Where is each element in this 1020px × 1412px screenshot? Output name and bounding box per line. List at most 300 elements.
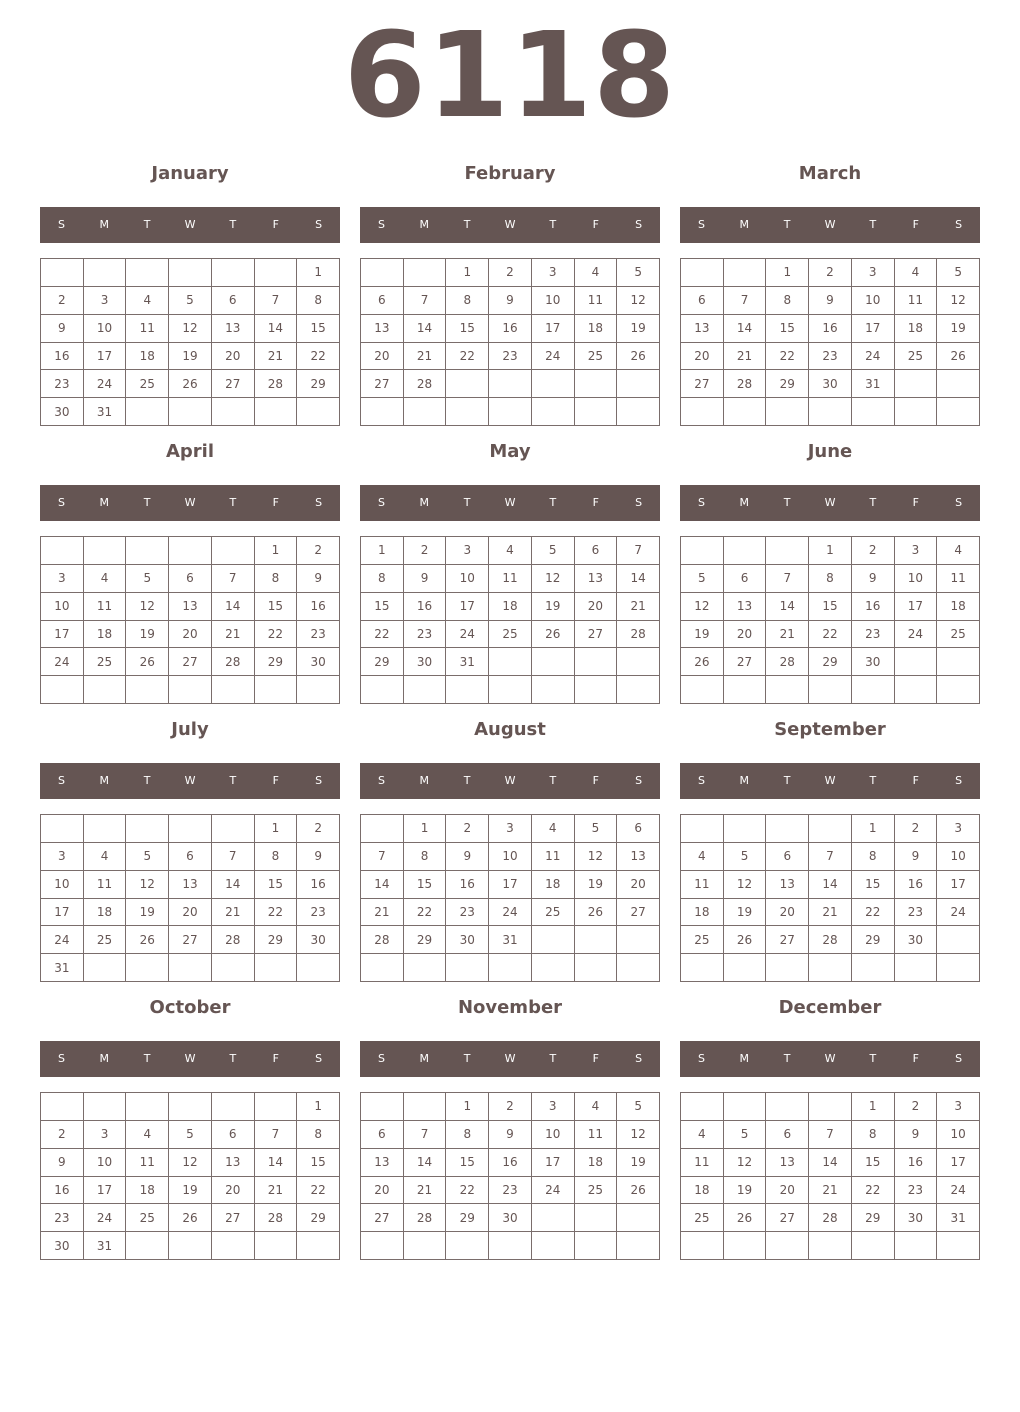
day-cell[interactable]: 27	[169, 926, 212, 954]
day-cell[interactable]: 16	[41, 343, 84, 371]
day-cell[interactable]: 11	[126, 1149, 169, 1177]
day-cell[interactable]: 2	[489, 1093, 532, 1121]
day-cell[interactable]: 18	[84, 899, 127, 927]
day-cell[interactable]: 13	[575, 565, 618, 593]
day-cell[interactable]: 3	[446, 537, 489, 565]
day-cell[interactable]: 15	[809, 593, 852, 621]
day-cell[interactable]: 8	[809, 565, 852, 593]
day-cell[interactable]: 27	[212, 1204, 255, 1232]
day-cell[interactable]: 30	[41, 1232, 84, 1260]
day-cell[interactable]: 3	[41, 565, 84, 593]
day-cell[interactable]: 10	[532, 1121, 575, 1149]
day-cell[interactable]: 19	[532, 593, 575, 621]
day-cell[interactable]: 10	[41, 871, 84, 899]
day-cell[interactable]: 18	[895, 315, 938, 343]
day-cell[interactable]: 2	[297, 815, 340, 843]
day-cell[interactable]: 11	[126, 315, 169, 343]
day-cell[interactable]: 30	[895, 926, 938, 954]
day-cell[interactable]: 25	[84, 648, 127, 676]
day-cell[interactable]: 22	[404, 899, 447, 927]
day-cell[interactable]: 9	[297, 565, 340, 593]
day-cell[interactable]: 25	[681, 1204, 724, 1232]
day-cell[interactable]: 12	[617, 1121, 660, 1149]
day-cell[interactable]: 28	[361, 926, 404, 954]
day-cell[interactable]: 6	[617, 815, 660, 843]
day-cell[interactable]: 3	[489, 815, 532, 843]
day-cell[interactable]: 10	[937, 843, 980, 871]
day-cell[interactable]: 2	[489, 259, 532, 287]
day-cell[interactable]: 17	[84, 1177, 127, 1205]
day-cell[interactable]: 5	[617, 259, 660, 287]
day-cell[interactable]: 24	[852, 343, 895, 371]
day-cell[interactable]: 23	[41, 370, 84, 398]
day-cell[interactable]: 7	[404, 287, 447, 315]
day-cell[interactable]: 22	[255, 621, 298, 649]
day-cell[interactable]: 5	[617, 1093, 660, 1121]
day-cell[interactable]: 29	[446, 1204, 489, 1232]
day-cell[interactable]: 29	[297, 370, 340, 398]
day-cell[interactable]: 17	[532, 315, 575, 343]
day-cell[interactable]: 23	[297, 899, 340, 927]
day-cell[interactable]: 21	[809, 899, 852, 927]
day-cell[interactable]: 4	[681, 1121, 724, 1149]
day-cell[interactable]: 28	[404, 1204, 447, 1232]
day-cell[interactable]: 20	[212, 1177, 255, 1205]
day-cell[interactable]: 6	[169, 843, 212, 871]
day-cell[interactable]: 30	[446, 926, 489, 954]
day-cell[interactable]: 31	[446, 648, 489, 676]
day-cell[interactable]: 20	[361, 1177, 404, 1205]
day-cell[interactable]: 27	[766, 1204, 809, 1232]
day-cell[interactable]: 2	[41, 1121, 84, 1149]
day-cell[interactable]: 21	[212, 621, 255, 649]
day-cell[interactable]: 28	[766, 648, 809, 676]
day-cell[interactable]: 2	[297, 537, 340, 565]
day-cell[interactable]: 9	[852, 565, 895, 593]
day-cell[interactable]: 12	[532, 565, 575, 593]
day-cell[interactable]: 22	[297, 1177, 340, 1205]
day-cell[interactable]: 24	[41, 648, 84, 676]
day-cell[interactable]: 23	[404, 621, 447, 649]
day-cell[interactable]: 4	[84, 843, 127, 871]
day-cell[interactable]: 26	[724, 1204, 767, 1232]
day-cell[interactable]: 21	[361, 899, 404, 927]
day-cell[interactable]: 3	[41, 843, 84, 871]
day-cell[interactable]: 8	[852, 1121, 895, 1149]
day-cell[interactable]: 26	[575, 899, 618, 927]
day-cell[interactable]: 24	[937, 899, 980, 927]
day-cell[interactable]: 25	[489, 621, 532, 649]
day-cell[interactable]: 11	[575, 287, 618, 315]
day-cell[interactable]: 14	[404, 1149, 447, 1177]
day-cell[interactable]: 13	[724, 593, 767, 621]
day-cell[interactable]: 29	[852, 926, 895, 954]
day-cell[interactable]: 16	[41, 1177, 84, 1205]
day-cell[interactable]: 10	[84, 1149, 127, 1177]
day-cell[interactable]: 23	[895, 1177, 938, 1205]
day-cell[interactable]: 1	[446, 1093, 489, 1121]
day-cell[interactable]: 21	[404, 1177, 447, 1205]
day-cell[interactable]: 27	[575, 621, 618, 649]
day-cell[interactable]: 29	[404, 926, 447, 954]
day-cell[interactable]: 18	[489, 593, 532, 621]
day-cell[interactable]: 11	[575, 1121, 618, 1149]
day-cell[interactable]: 8	[255, 843, 298, 871]
day-cell[interactable]: 16	[404, 593, 447, 621]
day-cell[interactable]: 13	[766, 871, 809, 899]
day-cell[interactable]: 6	[575, 537, 618, 565]
day-cell[interactable]: 15	[255, 593, 298, 621]
day-cell[interactable]: 16	[297, 871, 340, 899]
day-cell[interactable]: 30	[895, 1204, 938, 1232]
day-cell[interactable]: 7	[361, 843, 404, 871]
day-cell[interactable]: 17	[937, 871, 980, 899]
day-cell[interactable]: 31	[84, 398, 127, 426]
day-cell[interactable]: 6	[766, 1121, 809, 1149]
day-cell[interactable]: 27	[361, 370, 404, 398]
day-cell[interactable]: 3	[532, 259, 575, 287]
day-cell[interactable]: 3	[937, 815, 980, 843]
day-cell[interactable]: 23	[489, 1177, 532, 1205]
day-cell[interactable]: 18	[681, 899, 724, 927]
day-cell[interactable]: 20	[169, 899, 212, 927]
day-cell[interactable]: 3	[937, 1093, 980, 1121]
day-cell[interactable]: 15	[446, 1149, 489, 1177]
day-cell[interactable]: 22	[361, 621, 404, 649]
day-cell[interactable]: 13	[681, 315, 724, 343]
day-cell[interactable]: 22	[766, 343, 809, 371]
day-cell[interactable]: 10	[852, 287, 895, 315]
day-cell[interactable]: 23	[895, 899, 938, 927]
day-cell[interactable]: 7	[724, 287, 767, 315]
day-cell[interactable]: 11	[895, 287, 938, 315]
day-cell[interactable]: 15	[852, 871, 895, 899]
day-cell[interactable]: 15	[255, 871, 298, 899]
day-cell[interactable]: 27	[169, 648, 212, 676]
day-cell[interactable]: 3	[84, 1121, 127, 1149]
day-cell[interactable]: 17	[446, 593, 489, 621]
day-cell[interactable]: 6	[212, 287, 255, 315]
day-cell[interactable]: 13	[766, 1149, 809, 1177]
day-cell[interactable]: 13	[169, 593, 212, 621]
day-cell[interactable]: 8	[297, 287, 340, 315]
day-cell[interactable]: 5	[126, 565, 169, 593]
day-cell[interactable]: 18	[84, 621, 127, 649]
day-cell[interactable]: 4	[126, 1121, 169, 1149]
day-cell[interactable]: 30	[297, 648, 340, 676]
day-cell[interactable]: 6	[361, 1121, 404, 1149]
day-cell[interactable]: 25	[575, 343, 618, 371]
day-cell[interactable]: 14	[766, 593, 809, 621]
day-cell[interactable]: 14	[724, 315, 767, 343]
day-cell[interactable]: 4	[532, 815, 575, 843]
day-cell[interactable]: 6	[724, 565, 767, 593]
day-cell[interactable]: 21	[255, 343, 298, 371]
day-cell[interactable]: 15	[852, 1149, 895, 1177]
day-cell[interactable]: 26	[126, 926, 169, 954]
day-cell[interactable]: 15	[404, 871, 447, 899]
day-cell[interactable]: 18	[937, 593, 980, 621]
day-cell[interactable]: 30	[41, 398, 84, 426]
day-cell[interactable]: 31	[489, 926, 532, 954]
day-cell[interactable]: 1	[852, 815, 895, 843]
day-cell[interactable]: 22	[446, 343, 489, 371]
day-cell[interactable]: 9	[446, 843, 489, 871]
day-cell[interactable]: 17	[41, 621, 84, 649]
day-cell[interactable]: 19	[617, 1149, 660, 1177]
day-cell[interactable]: 16	[446, 871, 489, 899]
day-cell[interactable]: 1	[852, 1093, 895, 1121]
day-cell[interactable]: 19	[937, 315, 980, 343]
day-cell[interactable]: 7	[212, 843, 255, 871]
day-cell[interactable]: 13	[212, 1149, 255, 1177]
day-cell[interactable]: 15	[766, 315, 809, 343]
day-cell[interactable]: 11	[681, 1149, 724, 1177]
day-cell[interactable]: 9	[41, 1149, 84, 1177]
day-cell[interactable]: 6	[212, 1121, 255, 1149]
day-cell[interactable]: 26	[169, 1204, 212, 1232]
day-cell[interactable]: 25	[937, 621, 980, 649]
day-cell[interactable]: 9	[489, 1121, 532, 1149]
day-cell[interactable]: 6	[766, 843, 809, 871]
day-cell[interactable]: 18	[575, 1149, 618, 1177]
day-cell[interactable]: 16	[895, 1149, 938, 1177]
day-cell[interactable]: 7	[255, 1121, 298, 1149]
day-cell[interactable]: 25	[575, 1177, 618, 1205]
day-cell[interactable]: 29	[255, 648, 298, 676]
day-cell[interactable]: 9	[809, 287, 852, 315]
day-cell[interactable]: 27	[617, 899, 660, 927]
day-cell[interactable]: 11	[84, 871, 127, 899]
day-cell[interactable]: 14	[212, 593, 255, 621]
day-cell[interactable]: 4	[681, 843, 724, 871]
day-cell[interactable]: 27	[681, 370, 724, 398]
day-cell[interactable]: 22	[446, 1177, 489, 1205]
day-cell[interactable]: 12	[937, 287, 980, 315]
day-cell[interactable]: 11	[84, 593, 127, 621]
day-cell[interactable]: 4	[937, 537, 980, 565]
day-cell[interactable]: 14	[255, 315, 298, 343]
day-cell[interactable]: 24	[937, 1177, 980, 1205]
day-cell[interactable]: 20	[681, 343, 724, 371]
day-cell[interactable]: 14	[809, 1149, 852, 1177]
day-cell[interactable]: 12	[724, 871, 767, 899]
day-cell[interactable]: 19	[724, 1177, 767, 1205]
day-cell[interactable]: 23	[809, 343, 852, 371]
day-cell[interactable]: 16	[297, 593, 340, 621]
day-cell[interactable]: 18	[126, 343, 169, 371]
day-cell[interactable]: 18	[575, 315, 618, 343]
day-cell[interactable]: 3	[852, 259, 895, 287]
day-cell[interactable]: 30	[297, 926, 340, 954]
day-cell[interactable]: 24	[532, 343, 575, 371]
day-cell[interactable]: 8	[446, 1121, 489, 1149]
day-cell[interactable]: 19	[169, 343, 212, 371]
day-cell[interactable]: 21	[766, 621, 809, 649]
day-cell[interactable]: 28	[255, 370, 298, 398]
day-cell[interactable]: 9	[895, 843, 938, 871]
day-cell[interactable]: 10	[489, 843, 532, 871]
day-cell[interactable]: 20	[169, 621, 212, 649]
day-cell[interactable]: 17	[84, 343, 127, 371]
day-cell[interactable]: 19	[724, 899, 767, 927]
day-cell[interactable]: 19	[681, 621, 724, 649]
day-cell[interactable]: 28	[617, 621, 660, 649]
day-cell[interactable]: 26	[617, 1177, 660, 1205]
day-cell[interactable]: 5	[724, 843, 767, 871]
day-cell[interactable]: 9	[489, 287, 532, 315]
day-cell[interactable]: 2	[895, 815, 938, 843]
day-cell[interactable]: 29	[297, 1204, 340, 1232]
day-cell[interactable]: 2	[41, 287, 84, 315]
day-cell[interactable]: 1	[361, 537, 404, 565]
day-cell[interactable]: 13	[361, 315, 404, 343]
day-cell[interactable]: 8	[852, 843, 895, 871]
day-cell[interactable]: 24	[895, 621, 938, 649]
day-cell[interactable]: 28	[212, 648, 255, 676]
day-cell[interactable]: 24	[532, 1177, 575, 1205]
day-cell[interactable]: 31	[852, 370, 895, 398]
day-cell[interactable]: 16	[489, 1149, 532, 1177]
day-cell[interactable]: 13	[169, 871, 212, 899]
day-cell[interactable]: 14	[361, 871, 404, 899]
day-cell[interactable]: 8	[446, 287, 489, 315]
day-cell[interactable]: 14	[809, 871, 852, 899]
day-cell[interactable]: 2	[809, 259, 852, 287]
day-cell[interactable]: 19	[126, 899, 169, 927]
day-cell[interactable]: 1	[255, 815, 298, 843]
day-cell[interactable]: 1	[297, 1093, 340, 1121]
day-cell[interactable]: 13	[212, 315, 255, 343]
day-cell[interactable]: 23	[852, 621, 895, 649]
day-cell[interactable]: 19	[126, 621, 169, 649]
day-cell[interactable]: 11	[532, 843, 575, 871]
day-cell[interactable]: 4	[575, 259, 618, 287]
day-cell[interactable]: 19	[617, 315, 660, 343]
day-cell[interactable]: 26	[617, 343, 660, 371]
day-cell[interactable]: 31	[84, 1232, 127, 1260]
day-cell[interactable]: 8	[766, 287, 809, 315]
day-cell[interactable]: 14	[617, 565, 660, 593]
day-cell[interactable]: 26	[169, 370, 212, 398]
day-cell[interactable]: 20	[212, 343, 255, 371]
day-cell[interactable]: 6	[361, 287, 404, 315]
day-cell[interactable]: 4	[895, 259, 938, 287]
day-cell[interactable]: 30	[809, 370, 852, 398]
day-cell[interactable]: 5	[681, 565, 724, 593]
day-cell[interactable]: 12	[724, 1149, 767, 1177]
day-cell[interactable]: 16	[895, 871, 938, 899]
day-cell[interactable]: 28	[404, 370, 447, 398]
day-cell[interactable]: 7	[255, 287, 298, 315]
day-cell[interactable]: 18	[681, 1177, 724, 1205]
day-cell[interactable]: 16	[489, 315, 532, 343]
day-cell[interactable]: 1	[446, 259, 489, 287]
day-cell[interactable]: 21	[809, 1177, 852, 1205]
day-cell[interactable]: 28	[255, 1204, 298, 1232]
day-cell[interactable]: 20	[575, 593, 618, 621]
day-cell[interactable]: 29	[852, 1204, 895, 1232]
day-cell[interactable]: 15	[297, 1149, 340, 1177]
day-cell[interactable]: 4	[575, 1093, 618, 1121]
day-cell[interactable]: 30	[852, 648, 895, 676]
day-cell[interactable]: 10	[41, 593, 84, 621]
day-cell[interactable]: 27	[766, 926, 809, 954]
day-cell[interactable]: 17	[937, 1149, 980, 1177]
day-cell[interactable]: 29	[766, 370, 809, 398]
day-cell[interactable]: 16	[852, 593, 895, 621]
day-cell[interactable]: 2	[404, 537, 447, 565]
day-cell[interactable]: 24	[446, 621, 489, 649]
day-cell[interactable]: 25	[532, 899, 575, 927]
day-cell[interactable]: 17	[895, 593, 938, 621]
day-cell[interactable]: 1	[255, 537, 298, 565]
day-cell[interactable]: 7	[212, 565, 255, 593]
day-cell[interactable]: 10	[937, 1121, 980, 1149]
day-cell[interactable]: 5	[937, 259, 980, 287]
day-cell[interactable]: 4	[489, 537, 532, 565]
day-cell[interactable]: 12	[575, 843, 618, 871]
day-cell[interactable]: 21	[617, 593, 660, 621]
day-cell[interactable]: 20	[617, 871, 660, 899]
day-cell[interactable]: 21	[212, 899, 255, 927]
day-cell[interactable]: 10	[446, 565, 489, 593]
day-cell[interactable]: 3	[895, 537, 938, 565]
day-cell[interactable]: 5	[126, 843, 169, 871]
day-cell[interactable]: 6	[681, 287, 724, 315]
day-cell[interactable]: 19	[575, 871, 618, 899]
day-cell[interactable]: 29	[809, 648, 852, 676]
day-cell[interactable]: 9	[41, 315, 84, 343]
day-cell[interactable]: 5	[169, 287, 212, 315]
day-cell[interactable]: 21	[404, 343, 447, 371]
day-cell[interactable]: 10	[532, 287, 575, 315]
day-cell[interactable]: 9	[297, 843, 340, 871]
day-cell[interactable]: 13	[617, 843, 660, 871]
day-cell[interactable]: 12	[169, 315, 212, 343]
day-cell[interactable]: 28	[809, 1204, 852, 1232]
day-cell[interactable]: 29	[361, 648, 404, 676]
day-cell[interactable]: 24	[84, 370, 127, 398]
day-cell[interactable]: 23	[446, 899, 489, 927]
day-cell[interactable]: 25	[126, 1204, 169, 1232]
day-cell[interactable]: 17	[852, 315, 895, 343]
day-cell[interactable]: 30	[404, 648, 447, 676]
day-cell[interactable]: 2	[852, 537, 895, 565]
day-cell[interactable]: 5	[532, 537, 575, 565]
day-cell[interactable]: 12	[617, 287, 660, 315]
day-cell[interactable]: 31	[41, 954, 84, 982]
day-cell[interactable]: 2	[446, 815, 489, 843]
day-cell[interactable]: 25	[681, 926, 724, 954]
day-cell[interactable]: 24	[41, 926, 84, 954]
day-cell[interactable]: 21	[724, 343, 767, 371]
day-cell[interactable]: 4	[126, 287, 169, 315]
day-cell[interactable]: 17	[41, 899, 84, 927]
day-cell[interactable]: 2	[895, 1093, 938, 1121]
day-cell[interactable]: 1	[809, 537, 852, 565]
day-cell[interactable]: 5	[169, 1121, 212, 1149]
day-cell[interactable]: 20	[361, 343, 404, 371]
day-cell[interactable]: 8	[255, 565, 298, 593]
day-cell[interactable]: 16	[809, 315, 852, 343]
day-cell[interactable]: 3	[532, 1093, 575, 1121]
day-cell[interactable]: 25	[895, 343, 938, 371]
day-cell[interactable]: 23	[41, 1204, 84, 1232]
day-cell[interactable]: 25	[126, 370, 169, 398]
day-cell[interactable]: 17	[532, 1149, 575, 1177]
day-cell[interactable]: 23	[297, 621, 340, 649]
